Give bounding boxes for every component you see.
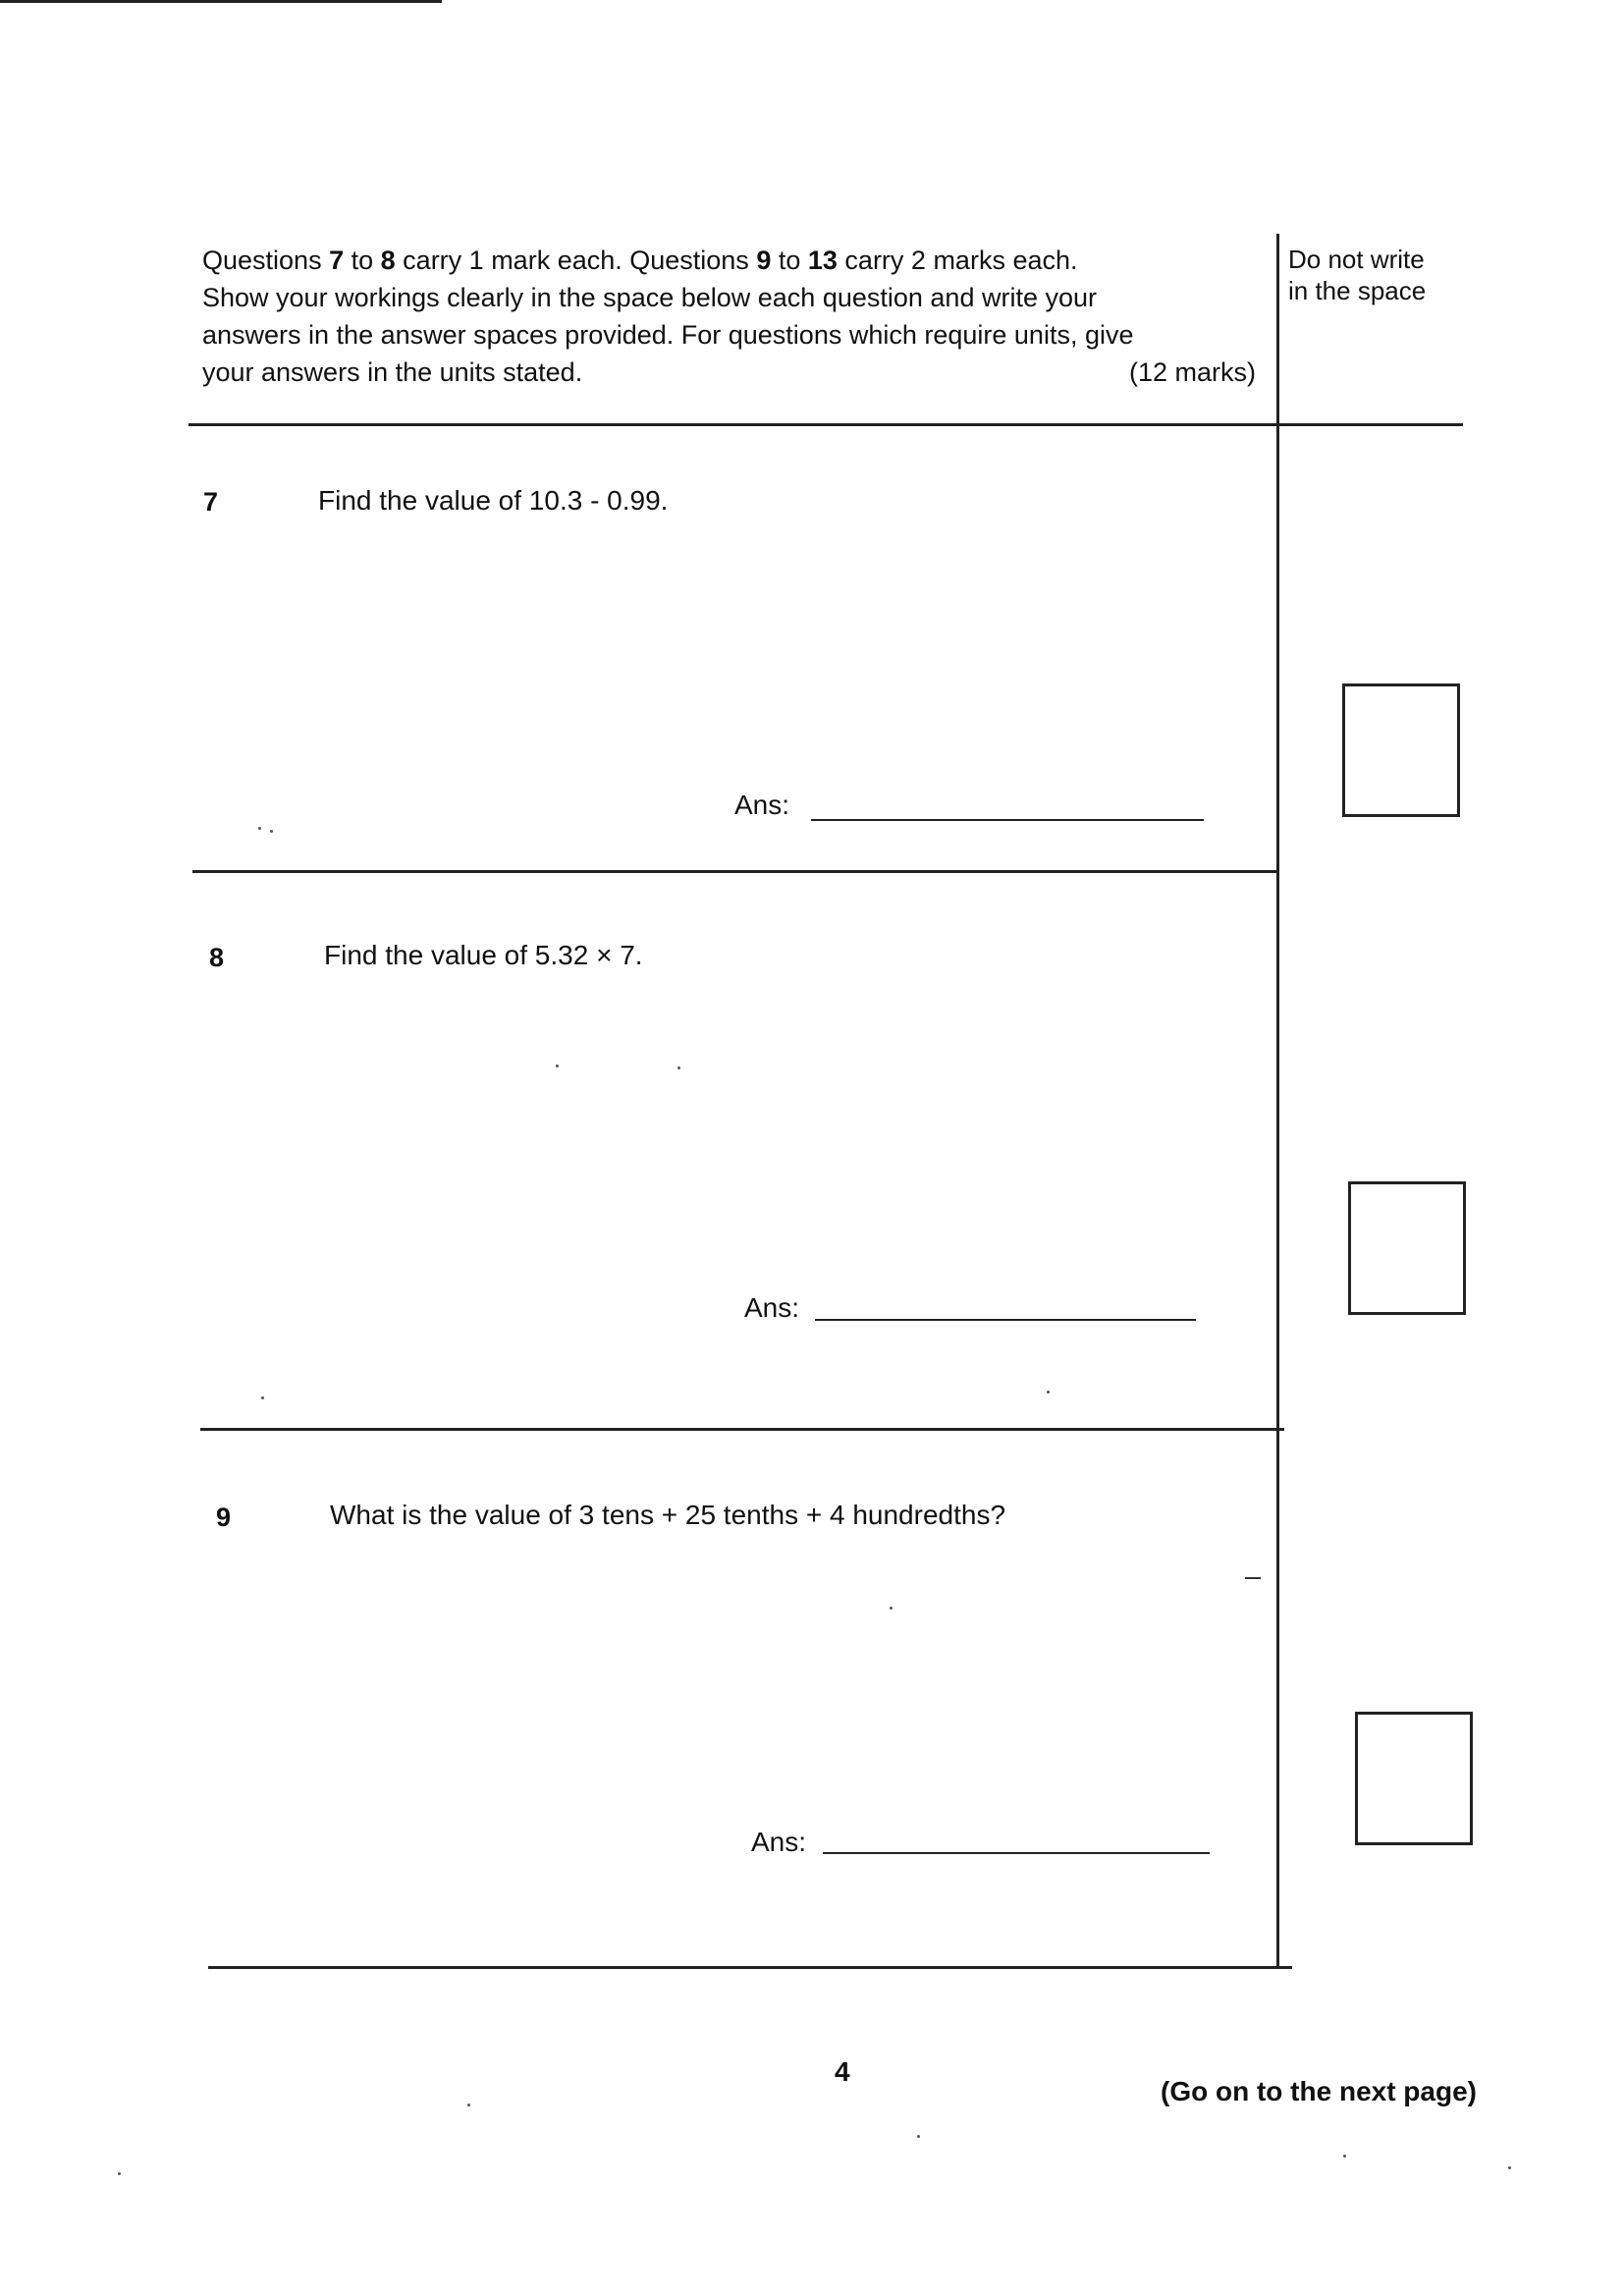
- scan-speck: [1508, 2166, 1511, 2169]
- marking-box-q8: [1348, 1181, 1466, 1315]
- instr-bold: 7: [329, 246, 345, 275]
- next-page-note: (Go on to the next page): [1161, 2076, 1477, 2106]
- scan-speck: [556, 1065, 559, 1067]
- scan-speck: [1343, 2155, 1346, 2158]
- instr-text: Questions: [202, 246, 330, 275]
- divider-after-q9: [208, 1966, 1292, 1969]
- answer-line-q9[interactable]: [823, 1852, 1210, 1854]
- divider-after-q8: [200, 1428, 1284, 1431]
- scan-speck: [467, 2104, 470, 2106]
- question-number: 7: [203, 487, 219, 517]
- instr-text: carry 2 marks each.: [837, 246, 1078, 275]
- margin-note-line-2: in the space: [1288, 276, 1427, 305]
- question-text: Find the value of 5.32 × 7.: [324, 940, 643, 970]
- answer-line-q8[interactable]: [815, 1319, 1196, 1321]
- scan-speck: [917, 2135, 920, 2138]
- instructions-line-3: answers in the answer spaces provided. For questions which require units, give: [202, 320, 1134, 350]
- marking-box-q9: [1355, 1712, 1473, 1845]
- margin-rule: [1276, 234, 1279, 1968]
- instr-text: to: [344, 246, 381, 275]
- scan-speck: [258, 827, 261, 830]
- marks-total: (12 marks): [1128, 357, 1256, 387]
- scan-speck: [890, 1607, 893, 1610]
- instr-bold: 8: [380, 246, 396, 275]
- question-number: 8: [209, 943, 225, 972]
- question-text: Find the value of 10.3 - 0.99.: [318, 485, 669, 516]
- instructions-line-1: [202, 242, 1263, 279]
- divider-after-q7: [192, 870, 1278, 873]
- question-text: What is the value of 3 tens + 25 tenths + 4 hundredths?: [330, 1500, 1006, 1530]
- answer-label: Ans:: [744, 1292, 800, 1323]
- answer-label: Ans:: [751, 1827, 807, 1857]
- scan-speck: [118, 2172, 121, 2175]
- marking-box-q7: [1342, 683, 1460, 817]
- question-number: 9: [216, 1503, 232, 1532]
- instr-bold: 13: [807, 246, 838, 275]
- instructions-line-4: [202, 354, 1256, 391]
- scan-speck: [270, 830, 273, 833]
- stray-mark: [1245, 1577, 1261, 1579]
- divider-after-instructions: [189, 423, 1463, 426]
- page-number: 4: [835, 2056, 850, 2087]
- top-rule: [0, 0, 442, 3]
- scan-speck: [677, 1066, 680, 1069]
- scan-speck: [1047, 1391, 1050, 1394]
- answer-label: Ans:: [734, 790, 790, 820]
- instructions-line-2: Show your workings clearly in the space below each question and write your: [202, 283, 1097, 312]
- instructions: [202, 242, 1263, 391]
- instr-bold: 9: [756, 246, 772, 275]
- scan-speck: [261, 1396, 264, 1399]
- margin-note-line-1: Do not write: [1288, 245, 1425, 274]
- margin-note: [1288, 244, 1485, 306]
- instructions-units-note: your answers in the units stated.: [202, 357, 583, 387]
- instr-text: to: [771, 246, 808, 275]
- instr-text: carry 1 mark each. Questions: [395, 246, 757, 275]
- answer-line-q7[interactable]: [811, 819, 1204, 821]
